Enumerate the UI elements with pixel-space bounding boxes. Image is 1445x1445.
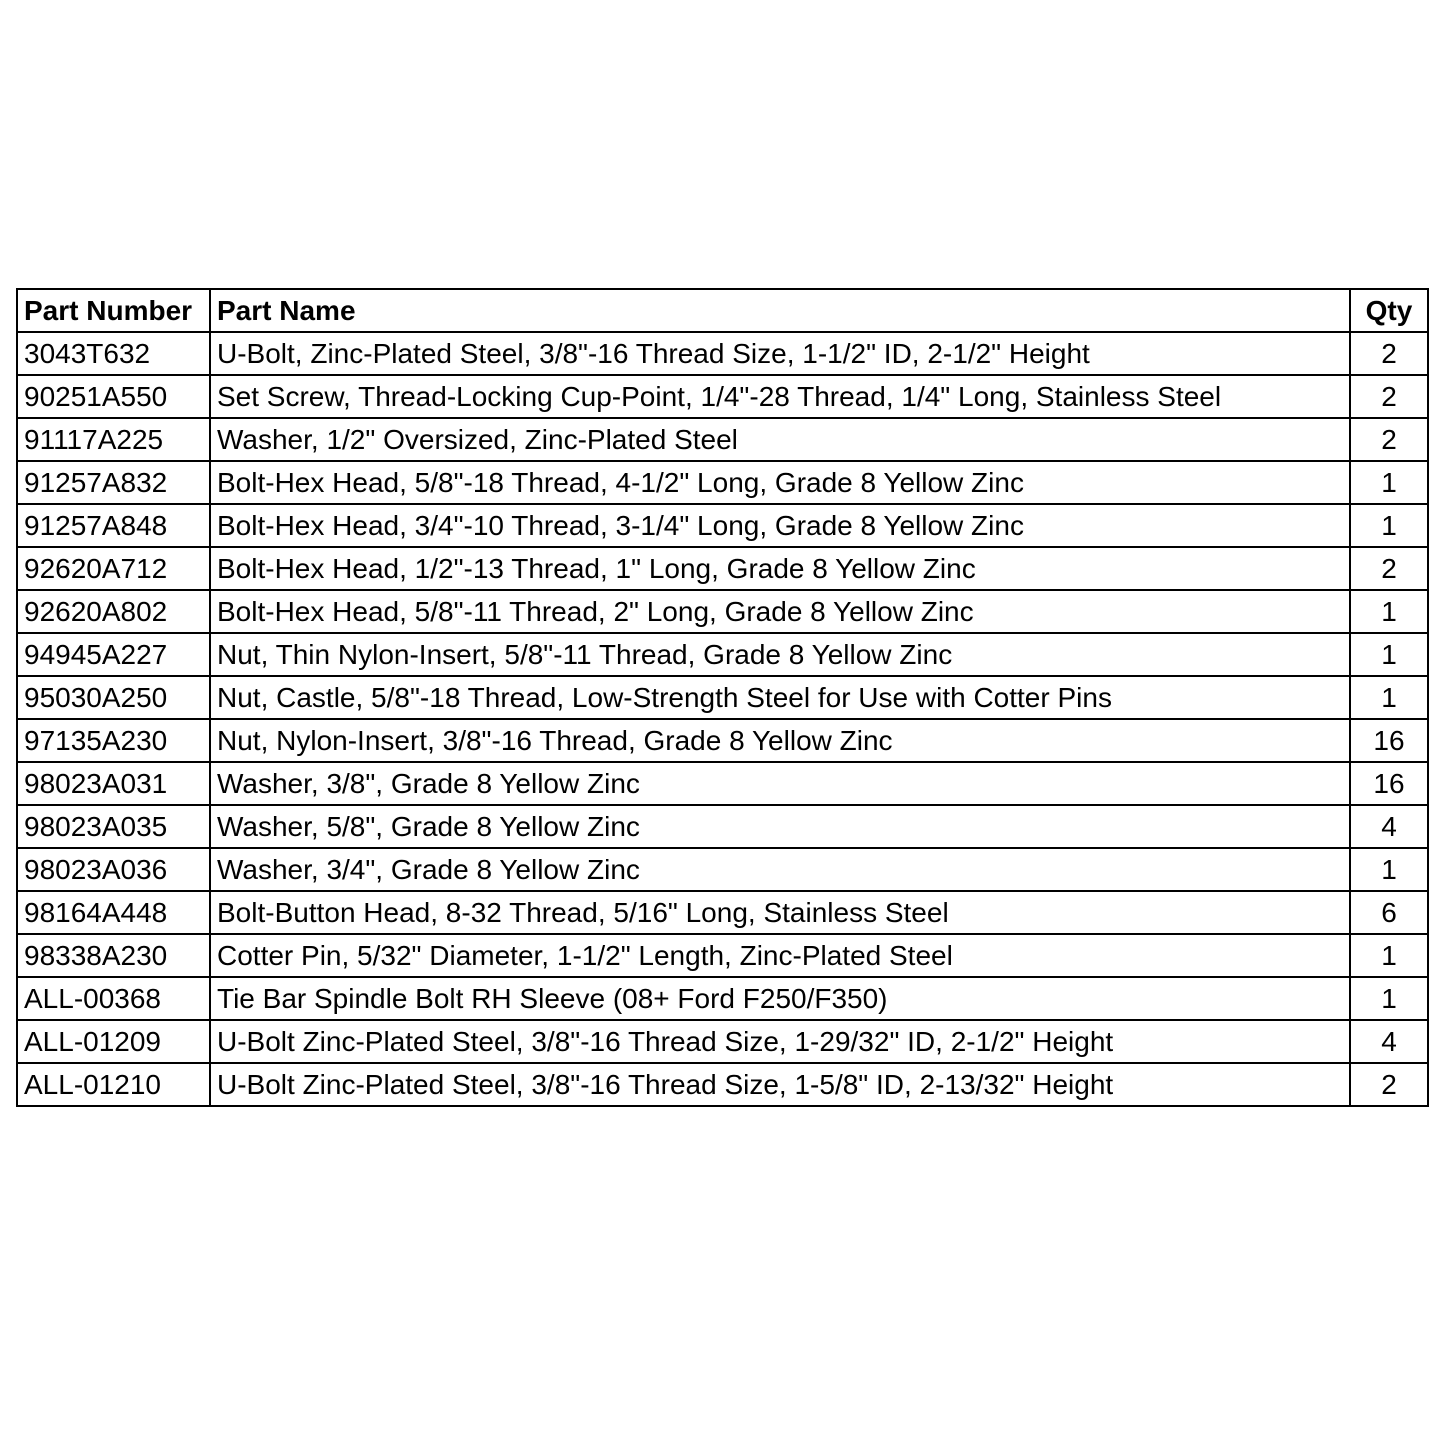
qty-cell: 2 bbox=[1350, 332, 1428, 375]
part-number-cell: 97135A230 bbox=[17, 719, 210, 762]
part-number-cell: 91257A848 bbox=[17, 504, 210, 547]
qty-cell: 1 bbox=[1350, 977, 1428, 1020]
part-number-cell: 98023A035 bbox=[17, 805, 210, 848]
part-name-cell: Bolt-Hex Head, 3/4"-10 Thread, 3-1/4" Long, Grade 8 Yellow Zinc bbox=[210, 504, 1350, 547]
part-name-cell: U-Bolt Zinc-Plated Steel, 3/8"-16 Thread Size, 1-29/32" ID, 2-1/2" Height bbox=[210, 1020, 1350, 1063]
table-row bbox=[17, 418, 1428, 461]
qty-cell: 1 bbox=[1350, 676, 1428, 719]
table-row bbox=[17, 633, 1428, 676]
part-number-cell: 95030A250 bbox=[17, 676, 210, 719]
qty-cell: 2 bbox=[1350, 1063, 1428, 1106]
table-header bbox=[17, 289, 1428, 332]
table-row bbox=[17, 977, 1428, 1020]
part-name-cell: Washer, 3/4", Grade 8 Yellow Zinc bbox=[210, 848, 1350, 891]
qty-cell: 2 bbox=[1350, 375, 1428, 418]
part-number-cell: 92620A802 bbox=[17, 590, 210, 633]
part-name-cell: Bolt-Hex Head, 5/8"-11 Thread, 2" Long, Grade 8 Yellow Zinc bbox=[210, 590, 1350, 633]
qty-cell: 1 bbox=[1350, 590, 1428, 633]
part-name-cell: Tie Bar Spindle Bolt RH Sleeve (08+ Ford F250/F350) bbox=[210, 977, 1350, 1020]
table-row bbox=[17, 504, 1428, 547]
part-name-cell: Cotter Pin, 5/32" Diameter, 1-1/2" Length, Zinc-Plated Steel bbox=[210, 934, 1350, 977]
table-row bbox=[17, 332, 1428, 375]
qty-cell: 2 bbox=[1350, 418, 1428, 461]
qty-cell: 1 bbox=[1350, 934, 1428, 977]
table-row bbox=[17, 547, 1428, 590]
part-number-cell: ALL-01209 bbox=[17, 1020, 210, 1063]
qty-cell: 1 bbox=[1350, 633, 1428, 676]
header-row bbox=[17, 289, 1428, 332]
part-number-cell: 94945A227 bbox=[17, 633, 210, 676]
part-name-cell: Washer, 1/2" Oversized, Zinc-Plated Steel bbox=[210, 418, 1350, 461]
part-name-cell: Washer, 3/8", Grade 8 Yellow Zinc bbox=[210, 762, 1350, 805]
table-row bbox=[17, 461, 1428, 504]
header-part-number: Part Number bbox=[17, 289, 210, 332]
header-part-name: Part Name bbox=[210, 289, 1350, 332]
part-number-cell: 98023A036 bbox=[17, 848, 210, 891]
part-number-cell: 92620A712 bbox=[17, 547, 210, 590]
part-name-cell: Nut, Nylon-Insert, 3/8"-16 Thread, Grade 8 Yellow Zinc bbox=[210, 719, 1350, 762]
part-name-cell: U-Bolt, Zinc-Plated Steel, 3/8"-16 Thread Size, 1-1/2" ID, 2-1/2" Height bbox=[210, 332, 1350, 375]
table-row bbox=[17, 891, 1428, 934]
qty-cell: 1 bbox=[1350, 848, 1428, 891]
qty-cell: 4 bbox=[1350, 805, 1428, 848]
part-name-cell: Bolt-Hex Head, 5/8"-18 Thread, 4-1/2" Long, Grade 8 Yellow Zinc bbox=[210, 461, 1350, 504]
part-name-cell: Nut, Thin Nylon-Insert, 5/8"-11 Thread, Grade 8 Yellow Zinc bbox=[210, 633, 1350, 676]
parts-table bbox=[16, 288, 1429, 1107]
header-qty: Qty bbox=[1350, 289, 1428, 332]
table-row bbox=[17, 805, 1428, 848]
table-row bbox=[17, 590, 1428, 633]
table-row bbox=[17, 762, 1428, 805]
table-row bbox=[17, 1020, 1428, 1063]
part-name-cell: Washer, 5/8", Grade 8 Yellow Zinc bbox=[210, 805, 1350, 848]
part-number-cell: 91117A225 bbox=[17, 418, 210, 461]
qty-cell: 16 bbox=[1350, 719, 1428, 762]
table-row bbox=[17, 1063, 1428, 1106]
part-number-cell: ALL-00368 bbox=[17, 977, 210, 1020]
table-row bbox=[17, 848, 1428, 891]
part-name-cell: Bolt-Button Head, 8-32 Thread, 5/16" Long, Stainless Steel bbox=[210, 891, 1350, 934]
qty-cell: 4 bbox=[1350, 1020, 1428, 1063]
part-name-cell: Nut, Castle, 5/8"-18 Thread, Low-Strength Steel for Use with Cotter Pins bbox=[210, 676, 1350, 719]
table-row bbox=[17, 375, 1428, 418]
qty-cell: 6 bbox=[1350, 891, 1428, 934]
part-number-cell: 98164A448 bbox=[17, 891, 210, 934]
table-body bbox=[17, 332, 1428, 1106]
part-number-cell: 90251A550 bbox=[17, 375, 210, 418]
part-number-cell: ALL-01210 bbox=[17, 1063, 210, 1106]
part-name-cell: U-Bolt Zinc-Plated Steel, 3/8"-16 Thread Size, 1-5/8" ID, 2-13/32" Height bbox=[210, 1063, 1350, 1106]
table-row bbox=[17, 719, 1428, 762]
table-row bbox=[17, 934, 1428, 977]
part-name-cell: Bolt-Hex Head, 1/2"-13 Thread, 1" Long, Grade 8 Yellow Zinc bbox=[210, 547, 1350, 590]
qty-cell: 1 bbox=[1350, 504, 1428, 547]
qty-cell: 2 bbox=[1350, 547, 1428, 590]
table-row bbox=[17, 676, 1428, 719]
part-number-cell: 98023A031 bbox=[17, 762, 210, 805]
qty-cell: 16 bbox=[1350, 762, 1428, 805]
part-number-cell: 3043T632 bbox=[17, 332, 210, 375]
qty-cell: 1 bbox=[1350, 461, 1428, 504]
part-number-cell: 91257A832 bbox=[17, 461, 210, 504]
part-number-cell: 98338A230 bbox=[17, 934, 210, 977]
part-name-cell: Set Screw, Thread-Locking Cup-Point, 1/4"-28 Thread, 1/4" Long, Stainless Steel bbox=[210, 375, 1350, 418]
